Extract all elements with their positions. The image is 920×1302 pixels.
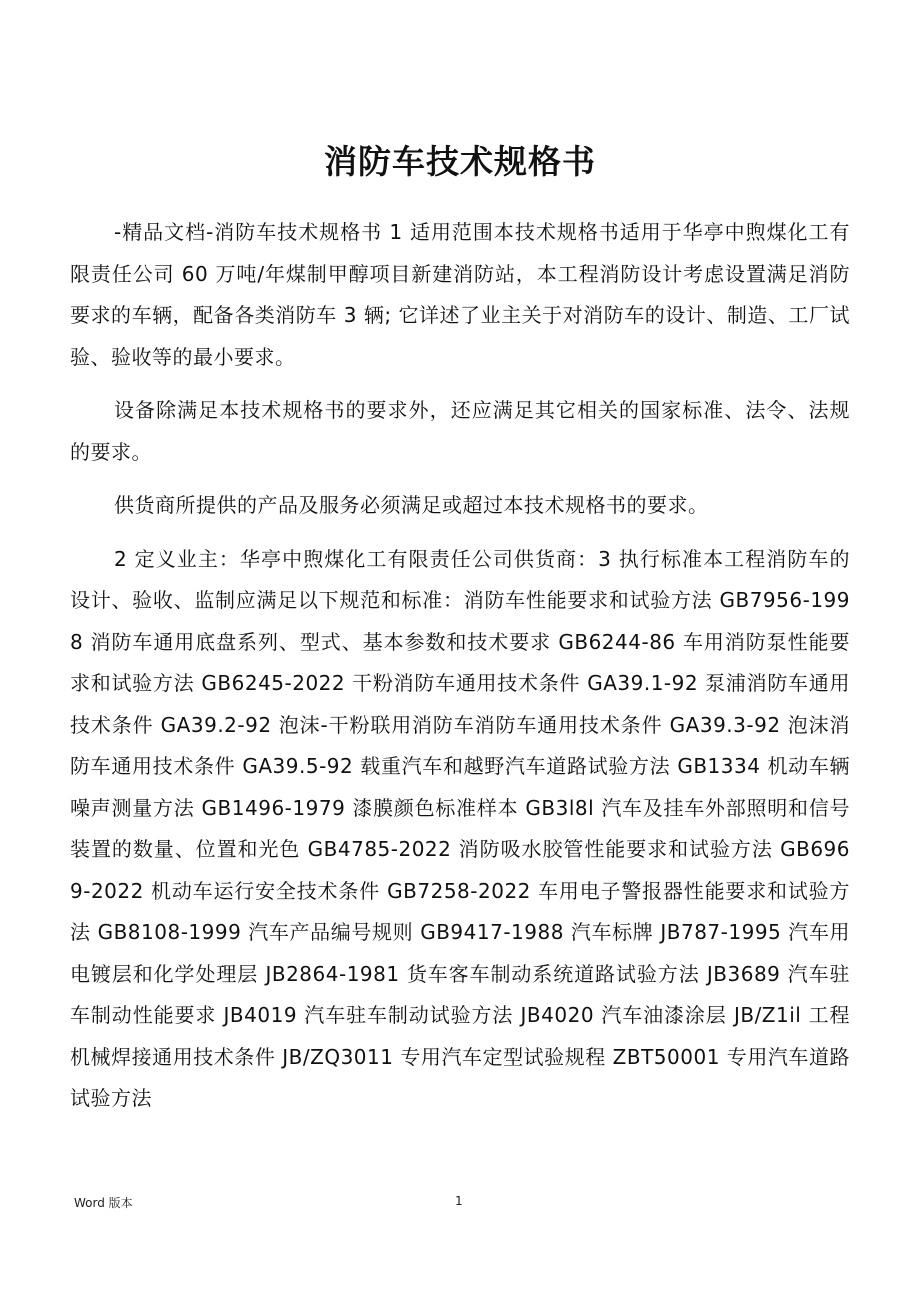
footer-label: Word 版本 xyxy=(74,1196,133,1210)
document-title: 消防车技术规格书 xyxy=(324,142,596,181)
paragraph-supplier: 供货商所提供的产品及服务必须满足或超过本技术规格书的要求。 xyxy=(114,493,709,517)
paragraph-compliance: 设备除满足本技术规格书的要求外，还应满足其它相关的国家标准、法令、法规的要求。 xyxy=(70,398,850,464)
paragraph-standards: 2 定义业主：华亭中煦煤化工有限责任公司供货商：3 执行标准本工程消防车的设计、验收、监制应满足以下规范和标准：消防车性能要求和试验方法 GB7956-1998 消防车通用底盘系列、型式、基本参数和技术要求 GB6244-86 车用消防泵性能要求和试验方法 GB6245-2022 干粉消防车通用技术条件 GA39.1-92 泵浦消防车通用技术条件 GA39.2-92 泡沫-干粉联用消防车消防车通用技术条件 GA39.3-92 泡沫消防车通用技术条件 GA39.5-92 载重汽车和越野汽车道路试验方法 GB1334 机动车辆噪声测量方法 GB1496-1979 漆膜颜色标准样本 GB3l8l 汽车及挂车外部照明和信号装置的数量、位置和光色 GB4785-2022 消防吸水胶管性能要求和试验方法 GB6969-2022 机动车运行安全技术条件 GB7258-2022 车用电子警报器性能要求和试验方法 GB8108-1999 汽车产品编号规则 GB9417-1988 汽车标牌 JB787-1995 汽车用电镀层和化学处理层 JB2864-1981 货车客车制动系统道路试验方法 JB3689 汽车驻车制动性能要求 JB4019 汽车驻车制动试验方法 JB4020 汽车油漆涂层 JB/Z1il 工程机械焊接通用技术条件 JB/ZQ3011 专用汽车定型试验规程 ZBT50001 专用汽车道路试验方法 xyxy=(70,546,850,1110)
document-body xyxy=(70,212,850,1120)
page-number: 1 xyxy=(455,1194,463,1208)
paragraph-scope: -精品文档-消防车技术规格书 1 适用范围本技术规格书适用于华亭中煦煤化工有限责任公司 60 万吨/年煤制甲醇项目新建消防站，本工程消防设计考虑设置满足消防要求的车辆，配备各类消防车 3 辆; 它详述了业主关于对消防车的设计、制造、工厂试验、验收等的最小要求。 xyxy=(70,220,850,369)
